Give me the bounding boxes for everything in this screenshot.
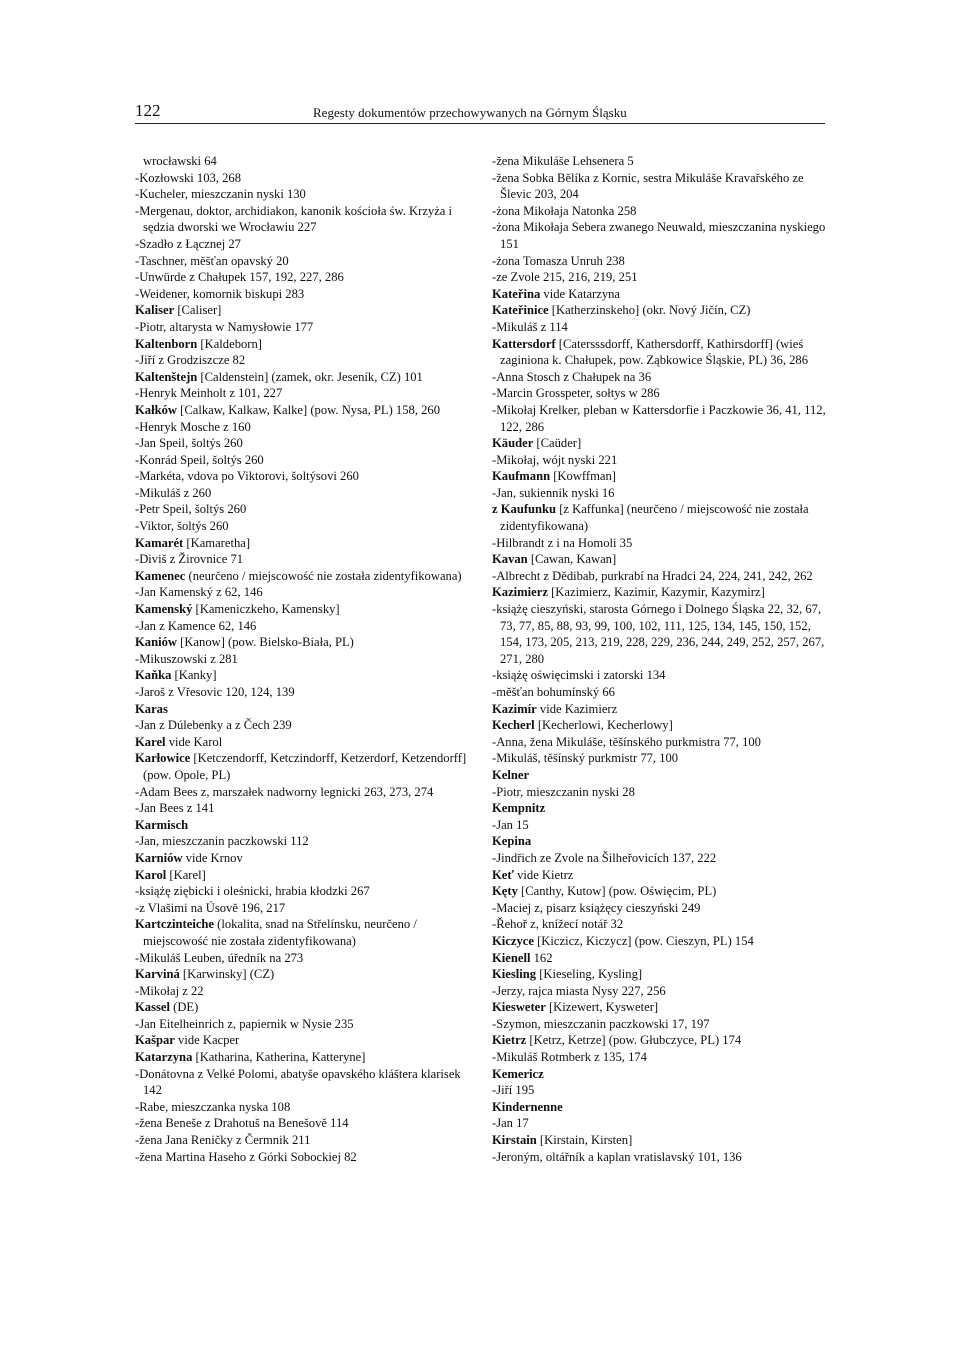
headword: Kašpar [135, 1033, 175, 1048]
index-subentry [135, 352, 471, 369]
index-subentry [492, 916, 828, 933]
index-headword-entry [135, 634, 471, 651]
headword: Kaniów [135, 635, 177, 650]
entry-text: [Kanow] (pow. Bielsko-Biała, PL) [177, 635, 354, 650]
headword: Kepina [492, 834, 532, 849]
entry-text: -měšťan bohumínský 66 [492, 685, 615, 699]
entry-text: -Anna Stosch z Chałupek na 36 [492, 369, 652, 384]
index-subentry [135, 468, 471, 485]
headword: Kirstain [492, 1133, 537, 1148]
entry-text: -Jan z Kamence 62, 146 [135, 618, 257, 633]
entry-text: [z Kaffunka] (neurčeno / miejscowość nie została zidentyfikowana) [500, 502, 809, 534]
index-subentry [492, 253, 828, 270]
index-subentry [492, 750, 828, 767]
entry-text: -Szymon, mieszczanin paczkowski 17, 197 [492, 1016, 710, 1031]
headword: Kiesweter [492, 1000, 546, 1015]
index-column-left [135, 153, 471, 1165]
index-headword-entry [492, 551, 828, 568]
entry-text: -Jan Bees z 141 [135, 801, 215, 816]
index-subentry [492, 983, 828, 1000]
index-headword-entry [492, 717, 828, 734]
entry-text: [Kameniczkeho, Kamensky] [192, 602, 340, 617]
entry-text: -Mikuláš Leuben, úředník na 273 [135, 950, 304, 965]
entry-text: -Piotr, mieszczanin nyski 28 [492, 784, 635, 799]
entry-text: -žena Sobka Bělíka z Kornic, sestra Mikuláše Kravařského ze Šlevic 203, 204 [492, 170, 804, 202]
entry-text: [Kirstain, Kirsten] [536, 1133, 633, 1148]
index-subentry [492, 1115, 828, 1132]
entry-text: -Piotr, altarysta w Namysłowie 177 [135, 319, 314, 334]
index-subentry [135, 452, 471, 469]
entry-text: -Szadło z Łącznej 27 [135, 236, 241, 251]
index-subentry [135, 1066, 471, 1099]
index-headword-entry [492, 883, 828, 900]
index-subentry [492, 269, 828, 286]
index-subentry [135, 1115, 471, 1132]
entry-text: -Jeroným, oltářník a kaplan vratislavský 101, 136 [492, 1149, 742, 1164]
headword: Kindernenne [492, 1099, 563, 1114]
index-subentry [135, 501, 471, 518]
index-subentry [135, 236, 471, 253]
headword: Kaufmann [492, 469, 551, 484]
index-subentry [492, 784, 828, 801]
entry-text: -Kozłowski 103, 268 [135, 170, 241, 185]
entry-text: -žena Mikuláše Lehsenera 5 [492, 154, 634, 168]
index-headword-entry [492, 501, 828, 534]
entry-text: [Canthy, Kutow] (pow. Oświęcim, PL) [517, 884, 717, 899]
entry-text: [Kizewert, Kysweter] [545, 1000, 659, 1015]
entry-text: [Ketrz, Ketrze] (pow. Głubczyce, PL) 174 [526, 1033, 742, 1048]
index-subentry [135, 883, 471, 900]
index-subentry [135, 518, 471, 535]
entry-text: [Kaldeborn] [197, 336, 262, 351]
index-subentry [492, 667, 828, 684]
index-headword-entry [492, 302, 828, 319]
index-subentry [492, 203, 828, 220]
entry-text: vide Karol [165, 734, 223, 749]
index-headword-entry [492, 933, 828, 950]
index-headword-entry [135, 667, 471, 684]
index-headword-entry [135, 1032, 471, 1049]
headword: Kęty [492, 884, 518, 899]
index-headword-entry [492, 833, 828, 850]
index-headword-entry [135, 302, 471, 319]
index-subentry [135, 253, 471, 270]
index-headword-entry [492, 336, 828, 369]
index-headword-entry [492, 1032, 828, 1049]
index-headword-entry [135, 336, 471, 353]
index-subentry [492, 1082, 828, 1099]
entry-text: -Mikuláš z 114 [492, 319, 568, 334]
headword: Karel [135, 734, 166, 749]
index-headword-entry [135, 750, 471, 783]
headword: Karviná [135, 967, 180, 982]
index-subentry [492, 817, 828, 834]
index-headword-entry [135, 701, 471, 718]
entry-text: -żona Mikołaja Natonka 258 [492, 203, 637, 218]
entry-text: [Kecherlowi, Kecherlowy] [534, 718, 673, 733]
entry-text: -Henryk Meinholt z 101, 227 [135, 386, 283, 401]
entry-text: -Jan, mieszczanin paczkowski 112 [135, 834, 309, 849]
headword: Kietrz [492, 1033, 527, 1048]
entry-text: -Jan 17 [492, 1116, 529, 1131]
headword: Karłowice [135, 751, 191, 766]
index-headword-entry [492, 767, 828, 784]
entry-text: -Mikuszowski z 281 [135, 651, 238, 666]
entry-text: -Petr Speil, šoltýs 260 [135, 502, 247, 517]
index-subentry [492, 684, 828, 701]
index-headword-entry [492, 1099, 828, 1116]
headword: z Kaufunku [492, 502, 557, 517]
entry-text: -książę ziębicki i oleśnicki, hrabia kłodzki 267 [135, 884, 370, 899]
index-headword-entry [492, 468, 828, 485]
entry-text: -z Vlašimi na Úsově 196, 217 [135, 900, 286, 915]
entry-text: -Jerzy, rajca miasta Nysy 227, 256 [492, 983, 666, 998]
entry-text: [Kowffman] [550, 469, 616, 484]
index-subentry [135, 1016, 471, 1033]
header-rule [135, 123, 825, 124]
index-subentry [135, 983, 471, 1000]
headword: Kamenec [135, 568, 186, 583]
index-headword-entry [492, 800, 828, 817]
entry-text: -Donátovna z Velké Polomi, abatyše opavského kláštera klarisek 142 [135, 1066, 461, 1098]
headword: Kateřina [492, 286, 541, 301]
index-headword-entry [135, 867, 471, 884]
headword: Kavan [492, 552, 528, 567]
entry-text: -Jiří z Grodziszcze 82 [135, 353, 246, 368]
entry-text: -Weidener, komornik biskupi 283 [135, 286, 305, 301]
index-headword-entry [492, 286, 828, 303]
index-subentry [135, 385, 471, 402]
entry-text: -Jan z Dúlebenky a z Čech 239 [135, 718, 292, 733]
index-headword-entry [492, 1066, 828, 1083]
entry-text: -Mikuláš Rotmberk z 135, 174 [492, 1050, 647, 1065]
entry-text: -Anna, žena Mikuláše, těšínského purkmistra 77, 100 [492, 734, 761, 749]
headword: Kecherl [492, 718, 535, 733]
entry-text: vide Krnov [182, 850, 243, 865]
headword: Kałków [135, 402, 177, 417]
entry-text: -Mikołaj, wójt nyski 221 [492, 452, 618, 467]
index-subentry [135, 950, 471, 967]
index-subentry [492, 402, 828, 435]
index-subentry [135, 651, 471, 668]
entry-text: -Jan, sukiennik nyski 16 [492, 485, 615, 500]
index-subentry [135, 286, 471, 303]
index-subentry [492, 219, 828, 252]
entry-text: -Maciej z, pisarz książęcy cieszyński 249 [492, 900, 701, 915]
entry-text: vide Kazimierz [536, 701, 618, 716]
entry-text: [Catersssdorff, Kathersdorff, Kathirsdorff] (wieś zaginiona k. Chałupek, pow. Ząbkowice Śląskie, PL) 36, 286 [500, 336, 809, 368]
entry-text: wrocławski 64 [143, 154, 217, 168]
headword: Karmisch [135, 817, 189, 832]
entry-text: -Konrád Speil, šoltýs 260 [135, 452, 264, 467]
index-headword-entry [135, 369, 471, 386]
headword: Karas [135, 701, 168, 716]
index-headword-entry [135, 1049, 471, 1066]
index-headword-entry [135, 850, 471, 867]
headword: Kaltenborn [135, 336, 198, 351]
index-subentry [492, 153, 828, 170]
headword: Katarzyna [135, 1050, 193, 1065]
index-subentry [492, 1049, 828, 1066]
index-headword-entry [492, 999, 828, 1016]
index-subentry [492, 369, 828, 386]
index-subentry [135, 170, 471, 187]
entry-text: 162 [530, 950, 553, 965]
headword: Kartczinteiche [135, 917, 215, 932]
headword: Kazimierz [492, 585, 548, 600]
entry-text: -Kucheler, mieszczanin nyski 130 [135, 187, 306, 202]
entry-text: vide Kacper [174, 1033, 240, 1048]
index-subentry [135, 419, 471, 436]
entry-text: -Jiří 195 [492, 1083, 535, 1098]
index-subentry [135, 833, 471, 850]
entry-text: vide Kietrz [513, 867, 574, 882]
index-headword-entry [135, 734, 471, 751]
entry-text: -Mikuláš, těšínský purkmistr 77, 100 [492, 751, 679, 766]
entry-text: -książę cieszyński, starosta Górnego i Dolnego Śląska 22, 32, 67, 73, 77, 85, 88, 93, 99, 100, 102, 111, 125, 134, 145, 150, 152, 154, 173, 205, 213, 219, 228, 229, 236, 244, 249, 252, 257, 267, 271, 280 [492, 602, 825, 666]
index-subentry [492, 601, 828, 667]
entry-text: -Jan Kamenský z 62, 146 [135, 585, 263, 600]
index-headword-entry [135, 999, 471, 1016]
index-subentry [135, 800, 471, 817]
headword: Kiczyce [492, 933, 534, 948]
index-headword-entry [492, 1132, 828, 1149]
headword: Karol [135, 867, 167, 882]
index-subentry [492, 1149, 828, 1166]
entry-text: -Jan Eitelheinrich z, papiernik w Nysie 235 [135, 1016, 354, 1031]
entry-text: -žena Jana Reničky z Čermnik 211 [135, 1133, 311, 1148]
index-subentry [492, 850, 828, 867]
entry-text: [Cawan, Kawan] [527, 552, 617, 567]
entry-text: [Caldenstein] (zamek, okr. Jeseník, CZ) 101 [197, 369, 423, 384]
index-subentry [135, 485, 471, 502]
entry-text: [Kamaretha] [183, 535, 251, 550]
entry-text: (neurčeno / miejscowość nie została zidentyfikowana) [185, 568, 462, 583]
entry-text: -Markéta, vdova po Viktorovi, šoltýsovi 260 [135, 469, 359, 484]
entry-text: [Kieseling, Kysling] [536, 967, 643, 982]
index-headword-entry [135, 535, 471, 552]
index-subentry [492, 485, 828, 502]
entry-text: -Rabe, mieszczanka nyska 108 [135, 1099, 291, 1114]
entry-text: -Adam Bees z, marszałek nadworny legnicki 263, 273, 274 [135, 784, 434, 799]
index-subentry [135, 1099, 471, 1116]
headword: Kamarét [135, 535, 184, 550]
index-subentry [492, 568, 828, 585]
headword: Kassel [135, 1000, 170, 1015]
entry-text: -Mergenau, doktor, archidiakon, kanonik kościoła św. Krzyża i sędzia dworski we Wrocławiu 227 [135, 203, 453, 235]
entry-text: -żona Tomasza Unruh 238 [492, 253, 625, 268]
headword: Kelner [492, 767, 530, 782]
entry-text: [Calkaw, Kalkaw, Kalke] (pow. Nysa, PL) 158, 260 [177, 402, 441, 417]
entry-text: -Diviš z Žirovnice 71 [135, 552, 244, 567]
index-subentry [492, 1016, 828, 1033]
headword: Kaliser [135, 303, 175, 318]
entry-text: -Jan Speil, šoltýs 260 [135, 436, 243, 451]
headword: Kienell [492, 950, 531, 965]
entry-text: [Karel] [166, 867, 206, 882]
index-subentry [135, 1149, 471, 1166]
page-number: 122 [135, 101, 161, 120]
entry-text: vide Katarzyna [540, 286, 621, 301]
index-subentry [492, 319, 828, 336]
headword: Kaňka [135, 668, 172, 683]
index-subentry [135, 618, 471, 635]
entry-text: [Ketczendorff, Ketczindorff, Ketzerdorf, Ketzendorff] (pow. Opole, PL) [143, 751, 467, 782]
entry-text: (lokalita, snad na Střelínsku, neurčeno / miejscowość nie została zidentyfikowana) [143, 917, 417, 948]
index-subentry [492, 900, 828, 917]
entry-text: [Katherzinskeho] (okr. Nový Jičín, CZ) [548, 303, 751, 318]
index-headword-entry [135, 916, 471, 949]
entry-text: -książę oświęcimski i zatorski 134 [492, 668, 666, 683]
entry-text: -žena Beneše z Drahotuš na Benešově 114 [135, 1116, 349, 1131]
index-subentry [135, 319, 471, 336]
index-headword-entry [135, 817, 471, 834]
index-headword-entry [135, 966, 471, 983]
entry-text: -Jan 15 [492, 817, 529, 832]
entry-text: -Mikuláš z 260 [135, 485, 212, 500]
entry-text: -Taschner, měšťan opavský 20 [135, 253, 289, 268]
index-subentry [135, 1132, 471, 1149]
entry-text: (DE) [169, 1000, 199, 1015]
entry-text: -Albrecht z Dědibab, purkrabí na Hradci 24, 224, 241, 242, 262 [492, 568, 813, 583]
entry-text: -Henryk Mosche z 160 [135, 419, 251, 434]
entry-text: [Kanky] [171, 668, 217, 683]
entry-text: [Katharina, Katherina, Katteryne] [192, 1050, 366, 1065]
entry-text: -Mikołaj Krelker, pleban w Kattersdorfie i Paczkowie 36, 41, 112, 122, 286 [492, 402, 826, 434]
index-subentry [135, 900, 471, 917]
index-subentry [492, 535, 828, 552]
index-subentry [492, 452, 828, 469]
entry-text: -Hilbrandt z i na Homoli 35 [492, 535, 633, 550]
headword: Kaltenštejn [135, 369, 198, 384]
entry-text: -žena Martina Haseho z Górki Sobockiej 82 [135, 1149, 357, 1164]
entry-text: [Karwinsky] (CZ) [179, 967, 275, 982]
index-subentry [135, 584, 471, 601]
entry-text: -Marcin Grosspeter, sołtys w 286 [492, 386, 660, 401]
entry-text: -Mikołaj z 22 [135, 983, 204, 998]
headword: Kattersdorf [492, 336, 556, 351]
index-subentry [135, 203, 471, 236]
entry-text: -Jindřich ze Zvole na Šilheřovicích 137, 222 [492, 850, 717, 865]
entry-text: -ze Zvole 215, 216, 219, 251 [492, 270, 638, 285]
running-title: Regesty dokumentów przechowywanych na Górnym Śląsku [313, 105, 627, 120]
headword: Karniów [135, 850, 183, 865]
index-headword-entry [492, 584, 828, 601]
index-headword-entry [492, 966, 828, 983]
entry-text: [Kiczicz, Kiczycz] (pow. Cieszyn, PL) 154 [533, 933, 754, 948]
entry-text: -Unwürde z Chałupek 157, 192, 227, 286 [135, 270, 344, 285]
index-subentry [492, 385, 828, 402]
index-headword-entry [492, 435, 828, 452]
entry-text: -Viktor, šoltýs 260 [135, 519, 229, 534]
index-headword-entry [135, 402, 471, 419]
index-headword-entry [492, 701, 828, 718]
entry-text: [Caliser] [174, 303, 222, 318]
headword: Keť [492, 867, 514, 882]
entry-text: -Řehoř z, knížecí notář 32 [492, 917, 624, 932]
index-subentry [492, 170, 828, 203]
index-headword-entry [492, 950, 828, 967]
entry-text: -żona Mikołaja Sebera zwanego Neuwald, mieszczanina nyskiego 151 [492, 220, 826, 251]
index-subentry [135, 684, 471, 701]
index-subentry [135, 186, 471, 203]
index-column-right [492, 153, 828, 1165]
index-subentry [135, 269, 471, 286]
headword: Käuder [492, 436, 534, 451]
entry-text: [Kazimierz, Kazimir, Kazymir, Kazymirz] [547, 585, 765, 600]
index-headword-entry [135, 601, 471, 618]
index-subentry [135, 784, 471, 801]
headword: Kazimír [492, 701, 537, 716]
headword: Kiesling [492, 967, 537, 982]
index-subentry [135, 551, 471, 568]
index-subentry [135, 717, 471, 734]
headword: Kemericz [492, 1066, 544, 1081]
entry-text: [Caüder] [533, 436, 582, 451]
index-subentry [143, 153, 471, 170]
index-headword-entry [492, 867, 828, 884]
headword: Kempnitz [492, 801, 546, 816]
index-subentry [492, 734, 828, 751]
headword: Kateřinice [492, 303, 549, 318]
index-headword-entry [135, 568, 471, 585]
entry-text: -Jaroš z Vřesovic 120, 124, 139 [135, 685, 295, 699]
index-subentry [135, 435, 471, 452]
headword: Kamenský [135, 602, 193, 617]
